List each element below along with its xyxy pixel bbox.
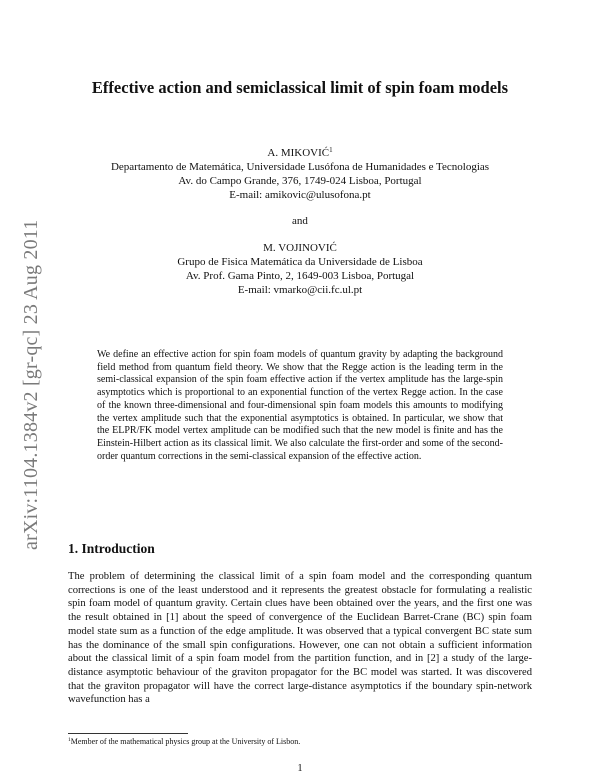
author1-block — [40, 146, 560, 202]
footnote-rule — [68, 733, 188, 734]
footnote-mark: 1 — [68, 737, 71, 743]
author2-affiliation: Grupo de Fisica Matemática da Universidade de Lisboa — [177, 256, 423, 268]
author2-block — [40, 241, 560, 297]
author2-email: E-mail: vmarko@cii.fc.ul.pt — [237, 284, 363, 296]
introduction-paragraph: The problem of determining the classical limit of a spin foam model and the corresponding quantum corrections is one of the least understood and it represents the greatest obstacle for formulating a realistic spin foam model of quantum gravity. Certain clues have been obtained over the years, and the first one was the result obtained in [1] about the speed of convergence of the Euclidean Barret-Crane (BC) spin foam model state sum as a function of the edge amplitude. It was observed that a typical convergent BC state sum has the dominance of the small spin configurations. However, one can not obtain a sufficient information about the classical limit of a spin foam model from the partition function, and in [2] a study of the large-distance asymptotic behaviour of the graviton propagator for the BC model was started. It was discovered that the graviton propagator will have the correct large-distance asymptotics if the boundary spin-network wavefunction has a — [68, 571, 532, 706]
author1-email: E-mail: amikovic@ulusofona.pt — [229, 189, 371, 201]
author1-address: Av. do Campo Grande, 376, 1749-024 Lisboa, Portugal — [178, 175, 422, 187]
author2-address: Av. Prof. Gama Pinto, 2, 1649-003 Lisboa, Portugal — [185, 270, 415, 282]
paper-title: Effective action and semiclassical limit of spin foam models — [91, 78, 509, 97]
arxiv-identifier-stamp: arXiv:1104.1384v2 [gr-qc] 23 Aug 2011 — [20, 219, 42, 550]
and-separator: and — [292, 215, 308, 227]
abstract-text: We define an effective action for spin foam models of quantum gravity by adapting the background field method from quantum field theory. We show that the Regge action is the leading term in the semi-classical expansion of the spin foam effective action if the vertex amplitude has the large-spin asymptotics which is proportional to an exponential function of the vertex Regge action. In the case of the known three-dimensional and four-dimensional spin foam models this amounts to modifying the vertex amplitude such that the exponential asymptotics is obtained. In particular, we show that the ELPR/FK model vertex amplitude can be modified such that the new model is finite and has the Einstein-Hilbert action as its classical limit. We also calculate the first-order and some of the second-order quantum corrections in the semi-classical expansion of the effective action. — [97, 349, 503, 462]
section-heading-introduction: 1. Introduction — [68, 541, 155, 556]
author1-name: A. MIKOVIĆ$^1$ — [267, 146, 333, 159]
page-number: 1 — [297, 763, 303, 774]
footnote-text: Member of the mathematical physics group at the University of Lisbon. — [70, 737, 301, 746]
author2-name: M. VOJINOVIĆ — [263, 242, 337, 254]
author1-affiliation: Departamento de Matemática, Universidade Lusófona de Humanidades e Tecnologias — [110, 161, 490, 173]
author1-footnote-mark: 1 — [329, 146, 333, 154]
footnote — [68, 737, 300, 746]
